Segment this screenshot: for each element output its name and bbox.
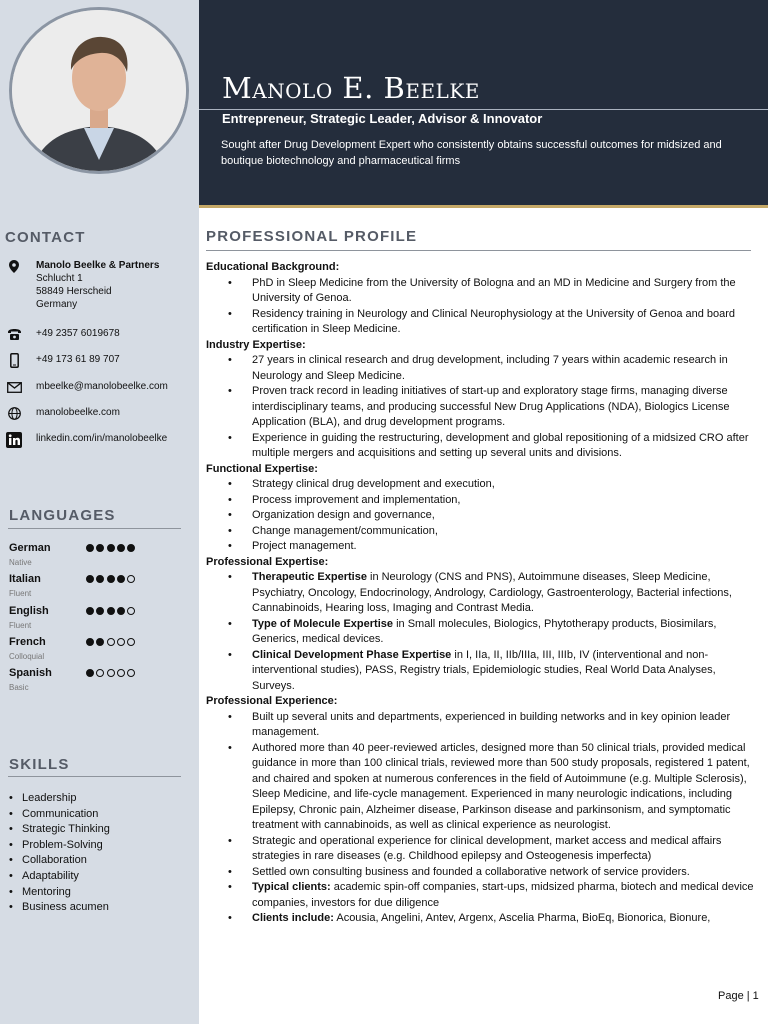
rating-dot-filled — [86, 638, 94, 646]
profile-bullet — [206, 741, 754, 834]
rating-dot-filled — [86, 544, 94, 552]
summary: Sought after Drug Development Expert who consistently obtains successful outcomes for midsized and boutique biotechnology and pharmaceutical firms — [221, 139, 722, 167]
contact-phone — [5, 327, 120, 342]
bullet-text: Built up several units and departments, experienced in building networks and in key opinion leader management. — [252, 710, 731, 738]
bullet-text: Organization design and governance, — [252, 509, 435, 521]
rating-dot-filled — [86, 669, 94, 677]
bullet-text: Project management. — [252, 540, 357, 552]
email-address[interactable]: mbeelke@manolobeelke.com — [36, 381, 168, 392]
bullet-lead: Therapeutic Expertise — [252, 571, 367, 583]
bullet-text: in I, IIa, II, IIb/IIIa, III, IIIb, IV (interventional and non-interventional studies), PASS, Registry trials, Epidemiologic studies, Real World Data Analyses, Surveys. — [252, 648, 716, 692]
rating-dot-empty — [107, 669, 115, 677]
bullet-text: Strategy clinical drug development and execution, — [252, 478, 495, 490]
bullet-lead: Clients include: — [252, 912, 334, 924]
contact-company: Manolo Beelke & Partners — [36, 260, 160, 271]
languages-divider — [8, 528, 181, 529]
rating-dot-filled — [117, 575, 125, 583]
rating-dot-filled — [107, 544, 115, 552]
rating-dot-filled — [117, 607, 125, 615]
bullet-text: Acousia, Angelini, Antev, Argenx, Ascelia Pharma, BioEq, Bionorica, Bionure, — [333, 912, 711, 924]
bullet-lead: Type of Molecule Expertise — [252, 617, 394, 630]
profile-bullet — [206, 431, 754, 462]
profile-heading: PROFESSIONAL PROFILE — [206, 228, 418, 245]
profile-bullet — [206, 570, 754, 617]
bullet-text: 27 years in clinical research and drug development, including 7 years within academic research in Neurology and Sleep Medicine. — [252, 354, 728, 382]
skill-item: • Collaboration — [9, 853, 110, 869]
skill-item: • Business acumen — [9, 900, 110, 916]
profile-bullet — [206, 834, 754, 865]
bullet-text: PhD in Sleep Medicine from the University of Bologna and an MD in Medicine and Surgery from the University of Genoa. — [252, 276, 736, 304]
globe-icon — [5, 406, 23, 421]
bullet-text: Settled own consulting business and founded a collaborative network of service providers. — [252, 865, 690, 878]
mobile-number[interactable]: +49 173 61 89 707 — [36, 354, 120, 365]
language-level: Colloquial — [9, 651, 45, 661]
profile-bullet — [206, 710, 754, 741]
rating-dot-filled — [107, 575, 115, 583]
skill-item: • Adaptability — [9, 869, 110, 885]
linkedin-icon — [5, 432, 23, 447]
profile-section-title: Educational Background: — [206, 261, 340, 273]
bullet-text: Authored more than 40 peer-reviewed articles, designed more than 50 clinical trials, provided medical guidance in more than 100 clinical trials, reviewed more than 500 study proposals, registered 1 patent, and chaired and spoken at numerous conferences in the field of Autoimmune (e.g. Multiple Sclerosis), Sleep Medicine, and life-cycle management. Experienced in many neurologic indications, including Epilepsy, Chronic pain, Alzheimer disease, Parkinson disease and parkinsonism, and symptomatic treatment with cannabinoids, as well as clinical experience as neurologist. — [252, 741, 750, 831]
bullet-text: in Neurology (CNS and PNS), Autoimmune diseases, Sleep Medicine, Psychiatry, Oncology, Endocrinology, Andrology, Cardiology, Gastroenterology, Bacterial infections, Cannabinoids, Hearing loss, Imaging and Contrast Media. — [252, 571, 732, 614]
bullet-text: Process improvement and implementation, — [252, 493, 461, 506]
language-name: Italian — [9, 573, 41, 586]
rating-dot-filled — [86, 575, 94, 583]
profile-bullet-list — [206, 353, 754, 462]
name-divider — [199, 109, 768, 110]
rating-dot-empty — [107, 638, 115, 646]
profile-bullet — [206, 384, 754, 431]
mobile-phone-icon — [5, 353, 23, 368]
profile-bullet — [206, 307, 754, 338]
rating-dot-filled — [96, 575, 104, 583]
rating-dot-filled — [96, 544, 104, 552]
skill-item: • Problem-Solving — [9, 838, 110, 854]
bullet-text: academic spin-off companies, start-ups, midsized pharma, biotech and medical device companies, investors for due diligence — [252, 881, 754, 909]
bullet-lead: Clinical Development Phase Expertise — [252, 648, 452, 661]
skills-heading: SKILLS — [9, 756, 70, 773]
rating-dot-filled — [107, 607, 115, 615]
contact-website — [5, 406, 120, 421]
rating-dot-filled — [86, 607, 94, 615]
skill-item: • Leadership — [9, 791, 110, 807]
profile-bullet — [206, 524, 754, 540]
page-number: Page | 1 — [718, 990, 759, 1002]
website-link[interactable]: manolobeelke.com — [36, 407, 120, 418]
profile-bullet — [206, 880, 754, 911]
map-pin-icon — [5, 259, 23, 274]
bullet-text: Proven track record in leading initiatives of start-up and exploratory stage firms, managing diverse interdisciplinary teams, and producing successful New Drug Applications (NDA), Biologics License Application (BLA), and drug development programs. — [252, 385, 730, 428]
language-name: English — [9, 604, 49, 617]
bullet-text: Strategic and operational experience for clinical development, market access and medical affairs strategies in rare diseases (e.g. Childhood epilepsy and Osteogenesis imperfecta) — [252, 834, 722, 862]
profile-bullet — [206, 508, 754, 524]
rating-dot-empty — [127, 669, 135, 677]
language-name: French — [9, 635, 46, 648]
rating-dot-empty — [127, 638, 135, 646]
profile-bullet-list — [206, 710, 754, 927]
skill-item: • Mentoring — [9, 885, 110, 901]
rating-dot-empty — [117, 638, 125, 646]
language-rating — [86, 607, 135, 615]
bullet-text: Change management/communication, — [252, 524, 438, 537]
language-rating — [86, 669, 135, 677]
profile-body — [206, 260, 754, 927]
contact-heading: CONTACT — [5, 229, 86, 246]
skill-item: • Strategic Thinking — [9, 822, 110, 838]
headline: Entrepreneur, Strategic Leader, Advisor & Innovator — [222, 111, 543, 126]
profile-photo — [9, 7, 189, 174]
rating-dot-empty — [117, 669, 125, 677]
rating-dot-empty — [127, 575, 135, 583]
profile-section-title: Industry Expertise: — [206, 338, 306, 351]
contact-city: 58849 Herscheid — [36, 286, 112, 297]
envelope-icon — [5, 380, 23, 395]
rating-dot-filled — [117, 544, 125, 552]
profile-bullet-list — [206, 276, 754, 338]
language-rating — [86, 575, 135, 583]
rating-dot-empty — [96, 669, 104, 677]
profile-bullet — [206, 648, 754, 695]
bullet-text: in Small molecules, Biologics, Phytotherapy products, Biosimilars, Generics, medical devices. — [252, 617, 717, 645]
contact-street: Schlucht 1 — [36, 273, 83, 284]
contact-linkedin — [5, 432, 167, 447]
profile-bullet — [206, 617, 754, 648]
bullet-text: Residency training in Neurology and Clinical Neurophysiology at the University of Genoa and board certification in Sleep Medicine. — [252, 307, 736, 335]
language-rating — [86, 638, 135, 646]
rating-dot-filled — [96, 607, 104, 615]
contact-email — [5, 380, 168, 395]
rating-dot-filled — [96, 638, 104, 646]
rating-dot-empty — [127, 607, 135, 615]
language-name: Spanish — [9, 667, 52, 680]
rating-dot-filled — [127, 544, 135, 552]
profile-bullet — [206, 865, 754, 881]
bullet-lead: Typical clients: — [252, 881, 331, 893]
linkedin-link[interactable]: linkedin.com/in/manolobeelke — [36, 433, 168, 444]
profile-section-title: Professional Expertise: — [206, 555, 329, 568]
language-name: German — [9, 542, 51, 554]
language-rating — [86, 544, 135, 552]
phone-icon — [5, 327, 23, 342]
bullet-text: Experience in guiding the restructuring, development and global repositioning of a midsized CRO after multiple mergers and acquisitions and setting up several units and divisions. — [252, 431, 749, 459]
contact-mobile — [5, 353, 120, 368]
language-level: Basic — [9, 683, 29, 693]
profile-bullet — [206, 353, 754, 384]
profile-bullet — [206, 276, 754, 307]
profile-bullet — [206, 477, 754, 493]
skills-divider — [8, 776, 181, 777]
profile-bullet — [206, 539, 754, 555]
profile-bullet — [206, 493, 754, 509]
language-level: Native — [9, 558, 32, 567]
contact-country: Germany — [36, 299, 78, 310]
languages-heading: LANGUAGES — [9, 507, 116, 524]
skill-item: • Communication — [9, 807, 110, 823]
skills-list — [9, 791, 110, 916]
profile-divider — [206, 250, 751, 251]
profile-section-title: Functional Expertise: — [206, 462, 318, 475]
profile-bullet-list — [206, 570, 754, 694]
profile-bullet-list — [206, 477, 754, 555]
profile-section-title: Professional Experience: — [206, 695, 338, 707]
language-level: Fluent — [9, 620, 32, 630]
contact-address — [5, 259, 159, 311]
language-level: Fluent — [9, 589, 32, 599]
candidate-name: Manolo E. Beelke — [222, 71, 480, 105]
phone-number[interactable]: +49 2357 6019678 — [36, 328, 120, 339]
profile-bullet — [206, 911, 754, 927]
